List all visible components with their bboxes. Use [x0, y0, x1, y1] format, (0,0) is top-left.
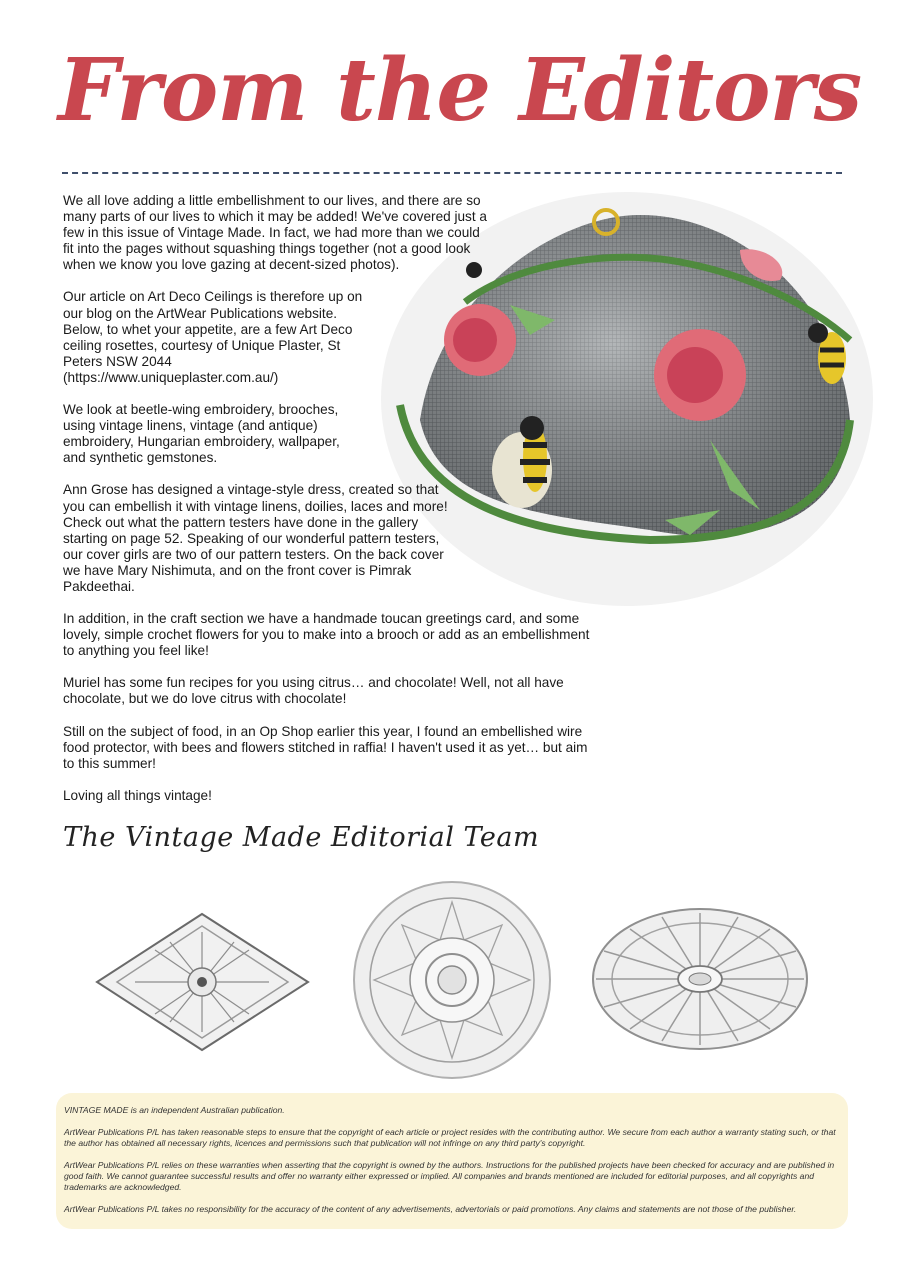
paragraph-recipes: Muriel has some fun recipes for you using citrus… and chocolate! Well, not all have chocolate, but we do love citrus with chocolate!	[63, 675, 564, 707]
diamond-ceiling-rosette	[95, 912, 310, 1052]
paragraph-craft: In addition, in the craft section we have a handmade toucan greetings card, and some lovely, simple crochet flowers for you to make into a brooch or add as an embellishment to anything you feel like!	[63, 611, 590, 659]
editorial-body	[63, 193, 603, 820]
paragraph-intro: We all love adding a little embellishment to our lives, and there are so many parts of our lives to which it may be added! We've covered just a few in this issue of Vintage Made. In fact, we had more than we could fit into the pages without squashing things together (not a good look when we know you love gazing at decent-sized photos).	[63, 193, 487, 273]
paragraph-food-protector: Still on the subject of food, in an Op Shop earlier this year, I found an embellished wire food protector, with bees and flowers stitched in raffia! I haven't used it as yet… but aim to this summer!	[63, 723, 588, 771]
paragraph-topics: We look at beetle-wing embroidery, brooches, using vintage linens, vintage (and antique) embroidery, Hungarian embroidery, wallpaper, and synthetic gemstones.	[63, 402, 340, 466]
paragraph-closing: Loving all things vintage!	[63, 787, 212, 803]
paragraph-dress: Ann Grose has designed a vintage-style dress, created so that you can embellish it with vintage linens, doilies, laces and more! Check out what the pattern testers have done in the gallery starting on page 52. Speaking of our wonderful pattern testers, our cover girls are two of our pattern testers. On the back cover we have Mary Nishimuta, and on the front cover is Pimrak Pakdeethai.	[63, 482, 448, 594]
disclaimer-line: VINTAGE MADE is an independent Australian publication.	[64, 1105, 285, 1115]
disclaimer-line: ArtWear Publications P/L takes no responsibility for the accuracy of the content of any advertisements, advertorials or paid promotions. Any claims and statements are not those of the publisher.	[64, 1204, 797, 1214]
dashed-divider	[62, 172, 842, 174]
oval-ceiling-rosette	[590, 905, 810, 1053]
page-title: From the Editors	[58, 40, 862, 141]
editorial-signature: The Vintage Made Editorial Team	[63, 822, 540, 853]
paragraph-art-deco: Our article on Art Deco Ceilings is therefore up on our blog on the ArtWear Publications website. Below, to whet your appetite, are a few Art Deco ceiling rosettes, courtesy of Unique Plaster, St Peters NSW 2044 (https://www.uniqueplaster.com.au/)	[63, 289, 363, 385]
disclaimer-line: ArtWear Publications P/L has taken reasonable steps to ensure that the copyright of each article or project resides with the contributing author. We secure from each author a warranty stating such, or that the author has obtained all necessary rights, licences and permissions such that publication will not infringe on any third party's copyright.	[64, 1127, 836, 1148]
disclaimer-line: ArtWear Publications P/L relies on these warranties when asserting that the copyright is owned by the authors. Instructions for the published projects have been checked for accuracy and are published in good faith. We cannot guarantee successful results and offer no warranty either expressed or implied. All companies and brands mentioned are included for editorial purposes, and all copyrights and trademarks are acknowledged.	[64, 1160, 835, 1192]
round-ceiling-rosette	[352, 880, 552, 1080]
disclaimer-box	[56, 1093, 848, 1229]
